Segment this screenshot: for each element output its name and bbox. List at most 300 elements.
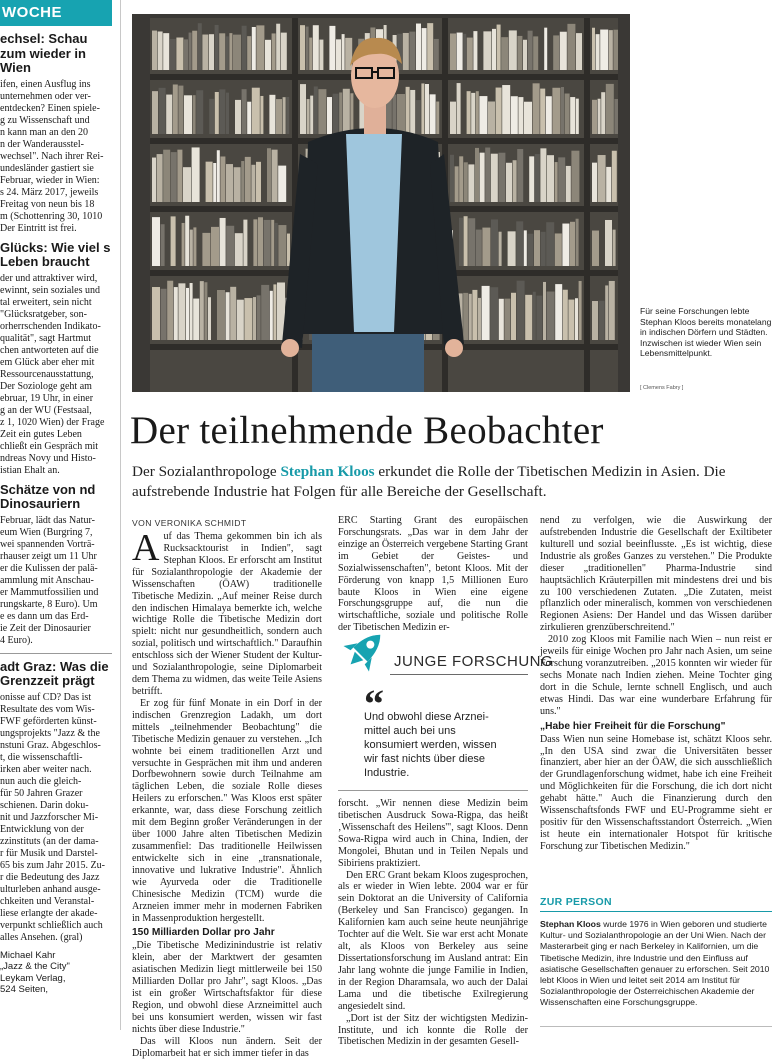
book-spine [533,292,536,340]
paragraph: „Die Tibetische Medizinindustrie ist relativ klein, aber der Marktwert der gesamten asiatischen Medizin liegt mittlerweile bei 150 Milliarden Dollar pro Jahr", sagt Kloos. „Das ist ein großer Wirtschaftsfaktor für diese Region, und obwohl diese Arzneimittel auch bei uns konsumiert werden, wissen wir fast nichts über diese Industrie." [132,940,322,1035]
article-column-3 [540,515,772,853]
book-spine [485,148,490,202]
book-spine [543,282,546,340]
book-spine [204,282,207,340]
book-spine [264,220,271,266]
book-spine [342,34,345,70]
book-spine [283,97,286,134]
book-spine [206,162,213,202]
book-spine [177,150,182,202]
book-spine [467,91,471,134]
book-spine [410,90,415,134]
paragraph: Das will Kloos nun ändern. Seit der Diplomarbeit hat er sich immer tiefer in das [132,1035,322,1059]
book-spine [482,228,490,266]
book-spine [251,165,255,202]
book-spine [488,101,495,134]
book-spine [517,149,523,202]
book-spine [152,31,157,70]
book-spine [427,23,433,70]
drop-cap: A [132,527,160,569]
book-spine [318,89,326,134]
book-spine [570,222,575,266]
book-spine [244,298,252,340]
book-spine [467,38,473,70]
book-spine [525,295,532,340]
book-spine [409,32,415,70]
book-spine [459,218,463,266]
book-spine [499,299,504,340]
book-spine [185,216,189,266]
book-spine [278,225,286,266]
book-spine [613,230,616,266]
book-spine [592,231,599,266]
paragraph: Er zog für fünf Monate in ein Dorf in der indischen Grenzregion Ladakh, um dort mittels „teilnehmender Beobachtung" die Tibetische Medizin genauer zu verstehen. „Ich wohnte bei einem traditionellen Arzt und versuchte in Gesprächen mit ihm und anderen Dorfbewohnern sowie durch Teilnahme am täglichen Leben, die soziale Rolle dieses Heilers zu erforschen." Was Kloos erst später erkannte, war, dass diese Forschung zeitlich mit dem Beginn großer Veränderungen in der über 1000 Jahre alten Tibetischen Medizin zusammenfiel: Das traditionelle Heilwissen entwickelte sich in eine „transnationale, innovative und lukrative Industrie". Ähnlich wie Ayurveda oder die Traditionelle Chinesische Medizin (TCM) wurde die Arzneien immer mehr in modernen Fabriken in Massenproduktion hergestellt. [132,697,322,924]
book-spine [273,284,276,340]
book-spine [163,33,169,70]
book-spine [300,84,306,134]
book-spine [491,219,498,266]
book-spine [596,34,600,70]
book-spine [422,28,427,70]
book-spine [261,285,269,340]
photo-caption: Für seine Forschungen lebte Stephan Kloos bereits monatelang in indischen Dörfern und Städten. Inzwischen ist wieder Wien sein Lebensmittelpunkt. [640,306,772,359]
book-spine [425,84,429,134]
column-divider [120,0,121,1030]
book-spine [613,30,618,70]
book-spine [599,301,605,340]
book-spine [319,40,323,70]
book-spine [576,33,582,70]
book-spine [333,94,339,134]
book-spine [209,34,214,70]
book-spine [598,99,601,134]
book-spine [287,234,290,266]
book-spine [560,32,567,70]
book-spine [178,283,185,340]
book-spine [211,227,219,266]
rocket-icon [338,626,390,676]
book-spine [219,89,225,134]
book-spine [533,83,540,134]
book-spine [509,30,517,70]
book-spine [243,220,247,266]
book-spine [171,216,176,266]
book-spine [286,97,289,134]
person-box-header [540,896,772,912]
book-spine [541,232,546,266]
book-spine [450,33,456,70]
book-spine [219,33,225,70]
book-spine [406,87,410,134]
book-spine [152,91,158,134]
person-box-label: ZUR PERSON [540,896,612,908]
book-spine [544,28,547,70]
book-spine [463,34,466,70]
book-spine [300,25,305,70]
book-spine [473,31,477,70]
series-badge [338,626,554,678]
book-spine [309,38,312,70]
divider [540,911,772,912]
article-dek [132,462,772,502]
book-spine [313,25,319,70]
book-spine [472,290,477,340]
book-spine [483,31,491,70]
book-spine [226,93,229,134]
book-spine [517,281,525,340]
book-spine [233,35,241,70]
book-spine [592,163,597,202]
left-item-body: ifen, einen Ausflug ins unternehmen oder ver- entdecken? Einen spiele- g zu Wissenschaft und n kann man an den 20 n der Wanderausstel- wechsel". Nach ihrer Rei- undesländer gastiert sie Februar, wieder in Wien: s 24. März 2017, jeweils Freitag von neun bis 18 m (Schottenring 30, 1010 Der Eintritt ist frei. [0,78,104,234]
book-spine [555,233,562,266]
book-spine [182,223,185,266]
book-spine [436,102,439,134]
book-spine [198,23,202,70]
book-spine [450,102,456,134]
book-spine [528,31,533,70]
person-bio [540,919,772,1009]
book-spine [555,284,562,340]
book-spine [416,24,421,70]
book-spine [533,36,538,70]
left-item-title: adt Graz: Was die Grenzzeit prägt [0,658,109,688]
book-spine [517,36,522,70]
paragraph: Den ERC Grant bekam Kloos zugesprochen, als er wieder in Wien lebte. 2004 war er für sein Doktorat an die University of California (Berkeley und San Francisco) gegangen. In Kalifornien kam auch seine heute neunjährige Tochter auf die Welt. Sie war erst acht Monate alt, als Kloos von Berkeley aus seine Dissertationsforschung im Ausland antrat: Ein Jahr lang wohnte die junge Familie in Indien, in der Region Dharamsala, wo auch der Dalai Lama und die tibetische Exilregierung angesiedelt sind. [338,869,528,1012]
series-underline [390,674,528,675]
book-spine [464,162,468,202]
dek-text: erkundet die Rolle der Tibetischen Medizin in Asien. Die aufstrebende Industrie hat Folgen für alle Bereiche der Gesellschaft. [132,463,726,500]
book-spine [496,88,502,134]
book-spine [592,100,597,134]
paragraph: Dass Wien nun seine Homebase ist, schätzt Kloos sehr. „In den USA sind zwar die Universitäten besser finanziert, aber hier an der ÖAW, die sich ausschließlich der Grundlagenforschung widmet, habe ich eine Freiheit und Möglichkeiten für die Forschung, die ich dort nicht gehabt hätte." Auch die Finanzierung durch den Wissenschaftsfonds FWF und EU-Programme sieht er positiv für den Wissenschaftsstandort Österreich. „Wien ist heute ein internationaler Hotspot für kritische Forschung zur Tibetischen Medizin." [540,733,772,852]
book-spine [276,99,282,134]
book-spine [269,95,275,134]
book-spine [237,300,244,340]
subheading: 150 Milliarden Dollar pro Jahr [132,927,275,939]
book-spine [193,299,199,340]
book-spine [170,39,176,70]
book-spine [256,25,264,70]
book-spine [606,167,611,202]
portrait-photo [132,14,630,392]
book-spine [476,230,482,266]
book-spine [469,294,472,340]
person-bio-text: wurde 1976 in Wien geboren und studierte Kultur- und Sozialanthropologie an der Uni Wien. Nach der Masterarbeit ging er nach Berkeley in Kalifornien, um die Tibetische Medizin, ihre Industrie und den Einfluss auf asiatische Gesellschaften genauer zu erforschen. Seit 2010 lebt Kloos in Wien und leitet seit 2014 am Institut für Sozialanthropologie der Österreichischen Akademie der Wissenschaften eine Forschungsgruppe. [540,919,770,1008]
book-spine [276,24,280,70]
book-spine [508,231,516,266]
book-spine [392,95,396,134]
book-spine [192,31,197,70]
book-spine [511,96,518,134]
photo-credit: [ Clemens Fabry ] [640,385,684,391]
book-spine [476,91,479,134]
book-spine [265,40,271,70]
book-spine [220,156,225,202]
divider [0,653,112,654]
book-spine [614,99,618,134]
book-spine [208,297,211,340]
book-spine [190,283,193,340]
person-name: Stephan Kloos [540,919,601,929]
book-spine [193,95,196,134]
book-spine [275,223,278,266]
book-spine [546,96,552,134]
book-spine [416,100,421,134]
book-spine [492,29,496,70]
book-spine [158,31,163,70]
book-spine [457,33,463,70]
book-spine [598,155,606,202]
book-spine [242,89,247,134]
byline: VON VERONIKA SCHMIDT [132,518,247,528]
book-spine [220,218,226,266]
book-spine [173,84,178,134]
book-spine [167,281,173,340]
book-spine [430,94,436,134]
pull-quote-text: Und obwohl diese Arznei- mittel auch bei uns konsumiert werden, wissen wir fast nichts über diese Industrie. [364,711,497,779]
book-spine [217,290,225,340]
book-spine [553,35,559,70]
book-spine [345,38,352,70]
book-spine [609,281,615,340]
book-spine [234,167,241,202]
book-spine [230,287,236,340]
book-spine [450,155,454,202]
book-spine [314,86,318,134]
book-spine [552,88,560,134]
book-spine [336,39,341,70]
book-spine [166,95,172,134]
book-spine [253,297,256,340]
book-spine [159,88,166,134]
book-spine [176,38,183,70]
book-spine [217,150,220,202]
book-spine [471,93,475,134]
paragraph: forscht. „Wir nennen diese Medizin beim tibetischen Ausdruck Sowa-Rigpa, das heißt ‚Wissenschaft des Heilens'", sagt Kloos. Denn Sowa-Rigpa wird auch in China, Indien, der Mongolei, Bhutan und in Teilen Nepals und Sibiriens praktiziert. [338,798,528,869]
left-item-body: Februar, lädt das Natur- eum Wien (Burgring 7, wei spannenden Vorträ- rhauser zeigt um 11 Uhr er die Kulissen der palä- ammlung mit Anschau- er Mammutfossilien und rungskarte, 8 Euro). Um e es dann um das Erd- ie Zeit der Dinosaurier 4 Euro). [0,514,99,646]
book-spine [571,151,579,202]
divider [338,790,528,791]
book-spine [152,158,156,202]
book-spine [202,35,208,70]
book-spine [226,36,229,70]
dek-text: Der Sozialanthropologe [132,463,281,480]
book-spine [498,153,505,202]
book-spine [600,30,608,70]
book-spine [606,84,614,134]
book-spine [605,220,612,266]
book-spine [235,100,241,134]
book-spine [226,292,230,340]
book-spine [184,95,192,134]
book-spine [592,28,595,70]
book-spine [499,232,502,266]
book-spine [576,99,579,134]
book-spine [161,224,165,266]
book-spine [193,227,196,266]
book-spine [215,92,219,134]
left-item-title: Schätze von nd Dinosauriern [0,481,96,511]
book-spine [397,94,405,134]
book-spine [491,154,498,202]
paragraph: „Dort ist der Sitz der wichtigsten Medizin-Institute, und ich konnte die Rolle der Tibetischen Medizin in der gesamten Gesell- [338,1012,528,1048]
divider [540,1026,772,1027]
book-spine [260,96,263,134]
book-spine [215,25,219,70]
book-spine [475,148,479,202]
book-spine [272,150,278,202]
article-headline: Der teilnehmende Beobachter [130,409,604,452]
book-spine [183,167,191,202]
book-spine [213,163,216,202]
book-spine [171,152,177,202]
book-spine [161,289,167,340]
book-spine [592,301,598,340]
book-spine [601,92,605,134]
book-spine [247,36,251,70]
book-spine [504,299,510,340]
book-spine [540,148,546,202]
book-spine [226,226,234,266]
book-spine [609,30,613,70]
book-spine [184,39,188,70]
book-spine [497,25,501,70]
book-spine [163,150,170,202]
book-spine [152,217,160,266]
book-spine [561,87,564,134]
left-item-title: Glücks: Wie viel s Leben braucht [0,239,111,269]
book-spine [252,27,256,70]
left-news-column [0,0,112,1030]
book-spine [209,99,214,134]
book-spine [468,218,475,266]
book-spine [235,233,243,266]
paragraph: ERC Starting Grant des europäischen Forschungsrats. „Das war in dem Jahr der einzige an Österreich vergebene Starting Grant im Gebiet der Geistes- und Sozialwissenschaften", betont Kloos. Mit der Förderung von knapp 1,5 Millionen Euro baute Kloos in Wien eine eigene Forschungsgruppe auf, die nun die wirtschaftliche, soziale und politische Rolle der Tibetischen Medizin er- [338,515,528,634]
book-spine [568,300,574,340]
book-spine [547,292,555,340]
book-spine [256,162,261,202]
book-spine [281,33,287,70]
quote-mark-icon: “ [364,681,384,726]
book-spine [241,161,244,202]
book-spine [563,290,568,340]
left-item-title: echsel: Schau zum wieder in Wien [0,31,88,75]
book-spine [516,221,523,266]
book-spine [226,164,233,202]
book-spine [567,24,575,70]
book-spine [576,219,579,266]
book-spine [270,291,273,340]
book-spine [202,233,210,266]
book-spine [511,293,516,340]
book-spine [310,96,313,134]
subheading: „Habe hier Freiheit für die Forschung" [540,720,726,732]
book-spine [579,281,582,340]
book-spine [459,156,463,202]
book-spine [343,89,350,134]
book-spine [403,33,409,70]
book-spine [478,298,481,340]
book-spine [186,288,189,340]
book-spine [258,217,263,266]
book-spine [546,222,554,266]
book-spine [566,166,571,202]
book-spine [565,94,570,134]
book-spine [535,154,540,202]
pull-quote [338,681,528,792]
book-spine [278,166,286,202]
book-spine [457,83,461,134]
book-spine [189,33,192,70]
book-spine [463,293,468,340]
book-spine [524,102,532,134]
book-spine [350,93,353,134]
book-spine [480,153,485,202]
book-spine [482,286,490,340]
book-spine [490,287,498,340]
book-spine [306,27,309,70]
book-spine [271,220,274,266]
book-spine [174,287,178,340]
book-spine [267,148,271,202]
book-spine [524,230,527,266]
book-spine [157,154,163,202]
paragraph-text: uf das Thema gekommen bin ich als Rucksacktourist in Indien", sagt Stephan Kloos. Er erforscht am Institut für Sozialanthropologie der Akademie der Wissenschaften (ÖAW) traditionelle Tibetische Medizin. „Auf meiner Reise durch den indischen Himalaya bemerkte ich, welche wichtige Rolle die Tibetische Medizin dort spielt: nicht nur gesundheitlich, sondern auch sozial, politisch und wirtschaftlich." Daraufhin entschloss sich der Wiener Student der Kultur- und Sozialanthropologie, seine Diplomarbeit dem Thema zu widmen, das weite Teile Asiens betrifft. [132,531,322,697]
book-spine [200,281,204,340]
article-column-2-top [338,515,528,634]
bookshelf-portrait-illustration [132,14,630,392]
section-label: WOCHE [0,0,112,26]
book-spine [468,164,474,202]
book-spine [229,33,232,70]
book-spine [339,92,342,134]
book-spine [558,157,565,202]
book-spine [192,147,200,202]
paragraph: nend zu verfolgen, wie die Auswirkung der aufstrebenden Industrie die Gesellschaft der Exiltibeter kulturell und sozial beeinflusste. „Es ist wichtig, diese Industrie als großes Ganzes zu verstehen." Die Produkte dieser „traditionellen" Pharma-Industrie sind hauptsächlich Kräuterpillen mit mindestens drei und bis zu 100 verschiedenen Zutaten. „Die Zutaten, meist pflanzlich oder mineralisch, kommen von verschiedenen Regionen Asiens: Der Handel und das Wissen darüber zirkulieren grenzüberschreitend." [540,515,772,634]
book-spine [518,97,523,134]
book-spine [605,285,608,340]
book-spine [307,99,310,134]
paragraph [132,527,322,698]
book-spine [536,296,542,340]
article-column-1 [132,527,322,1060]
book-spine [242,26,247,70]
book-spine [247,102,251,134]
left-item-body: der und attraktiver wird, ewinnt, sein soziales und tal erweitert, sein nicht "Glücksratgeber, son- orherrschenden Indikato- qualität", sagt Hartmut chen antworteten auf die em Glück aber eher mit Ressourcenausstattung, Der Soziologe geht am ebruar, 19 Uhr, in einer g an der WU (Festsaal, z 1, 1020 Wien) der Frage Zeit ein gutes Leben chließt ein Gespräch mit ndreas Novy und Histo- istian Ehalt an. [0,272,105,476]
series-label: JUNGE FORSCHUNG [394,653,554,670]
book-spine [547,155,554,202]
book-info: Michael Kahr „Jazz & the City" Leykam Verlag, 524 Seiten, [0,949,70,995]
book-spine [190,230,193,266]
book-spine [502,85,510,134]
book-spine [529,156,534,202]
book-spine [570,97,575,134]
book-spine [555,162,558,202]
book-spine [152,287,160,340]
article-column-2-bottom [338,798,528,1048]
book-spine [272,33,276,70]
book-spine [455,166,459,202]
book-spine [464,216,468,266]
book-spine [501,37,508,70]
book-spine [196,90,203,134]
book-spine [253,219,257,266]
left-item-body: onisse auf CD? Das ist Resultate des vom Wis- FWF geförderten künst- ungsprojekts "Jazz & the nstuni Graz. Abgeschlos- t, die wissenschaftli- irken aber weiter nach. nun auch die gleich- für 50 Jahren Grazer schienen. Darin doku- nit und Jazzforscher Mi- Entwicklung von der zzinstituts (an der dama- r für Musik und Darstel- 65 bis zum Jahr 2015. Zu- r die Bedeutung des Jazz ulturleben anhand ausge- chkeiten und Veranstal- liese erlangte der akade- verpunkt schließlich auch alles Ansehen. (gral) [0,691,105,943]
book-spine [327,97,332,134]
book-spine [534,230,540,266]
book-spine [479,96,487,134]
paragraph: 2010 zog Kloos mit Familie nach Wien – nun reist er jeweils für einige Wochen pro Jahr nach Asien, um seine Forschung voranzutreiben. „2015 konnten wir wieder für sechs Monate nach Indien ziehen. Meine Tochter ging dort in die Schule, lernte schnell Englisch, und auch etwas Hindi. Das war eine wunderbare Erfahrung für uns." [540,634,772,717]
